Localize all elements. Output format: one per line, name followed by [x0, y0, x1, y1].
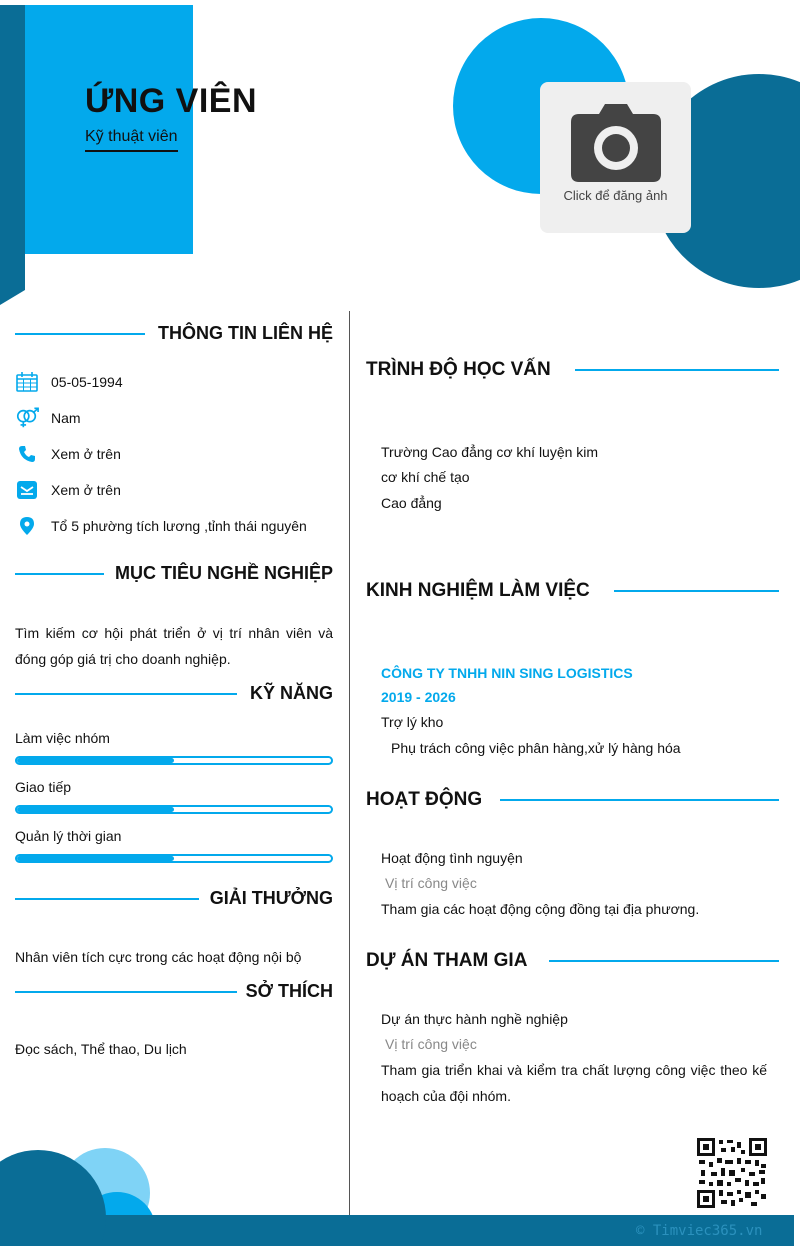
- column-divider: [349, 311, 350, 1216]
- contact-birthday[interactable]: [15, 371, 123, 393]
- skill-level-fill: [17, 758, 174, 763]
- project-description[interactable]: Tham gia triển khai và kiểm tra chất lượng công việc theo kế hoạch của đội nhóm.: [381, 1062, 767, 1104]
- email-icon: [15, 479, 39, 501]
- contact-email[interactable]: [15, 479, 121, 501]
- section-rule: [614, 590, 779, 592]
- contact-gender[interactable]: [15, 407, 81, 429]
- awards-text[interactable]: Nhân viên tích cực trong các hoạt động nội bộ: [15, 949, 302, 965]
- experience-section-header: [366, 580, 779, 602]
- awards-section-header: [15, 888, 333, 909]
- candidate-name[interactable]: ỨNG VIÊN: [85, 82, 258, 120]
- awards-section-title: GIẢI THƯỞNG: [209, 888, 333, 908]
- skill-level-fill: [17, 807, 174, 812]
- education-major[interactable]: cơ khí chế tạo: [381, 469, 470, 485]
- skill-level-bar: [15, 854, 333, 863]
- contact-value: Nam: [51, 410, 81, 426]
- candidate-job-title[interactable]: Kỹ thuật viên: [85, 128, 178, 152]
- contact-phone[interactable]: [15, 443, 121, 465]
- experience-description[interactable]: Phụ trách công việc phân hàng,xử lý hàng hóa: [391, 740, 681, 756]
- projects-section-header: [366, 950, 779, 972]
- section-rule: [15, 573, 104, 575]
- header-dark-strip: [0, 5, 25, 305]
- footer-watermark: © Timviec365.vn: [636, 1223, 763, 1239]
- contact-value: Tổ 5 phường tích lương ,tỉnh thái nguyên: [51, 518, 307, 534]
- skill-name[interactable]: Giao tiếp: [15, 779, 72, 795]
- contact-address[interactable]: [15, 515, 307, 537]
- phone-icon: [15, 443, 39, 465]
- education-section-title: TRÌNH ĐỘ HỌC VẤN: [366, 359, 551, 380]
- gender-icon: [15, 407, 39, 429]
- education-school[interactable]: Trường Cao đẳng cơ khí luyện kim: [381, 444, 599, 460]
- activities-section-header: [366, 789, 779, 811]
- section-rule: [500, 799, 779, 801]
- objective-section-title: MỤC TIÊU NGHỀ NGHIỆP: [114, 563, 333, 583]
- location-icon: [15, 515, 39, 537]
- photo-upload-hint[interactable]: Click để đăng ảnh: [563, 188, 668, 203]
- experience-section-title: KINH NGHIỆM LÀM VIỆC: [366, 580, 590, 601]
- contact-section-header: [15, 323, 333, 344]
- experience-period[interactable]: 2019 - 2026: [381, 689, 456, 705]
- skill-level-bar: [15, 805, 333, 814]
- section-rule: [549, 960, 779, 962]
- contact-value: 05-05-1994: [51, 374, 123, 390]
- skill-level-bar: [15, 756, 333, 765]
- experience-position[interactable]: Trợ lý kho: [381, 714, 444, 730]
- contact-value: Xem ở trên: [51, 446, 121, 462]
- objective-section-header: [15, 563, 333, 584]
- hobbies-section-title: SỞ THÍCH: [245, 981, 333, 1001]
- project-role-input[interactable]: Vị trí công việc: [385, 1036, 477, 1052]
- skill-name[interactable]: Làm việc nhóm: [15, 730, 110, 746]
- camera-icon[interactable]: [571, 104, 661, 184]
- skill-level-fill: [17, 856, 174, 861]
- activity-name[interactable]: Hoạt động tình nguyện: [381, 850, 523, 866]
- calendar-icon: [15, 371, 39, 393]
- section-rule: [15, 991, 237, 993]
- contact-section-title: THÔNG TIN LIÊN HỆ: [158, 323, 333, 343]
- skills-section-header: [15, 683, 333, 704]
- section-rule: [15, 333, 145, 335]
- activity-description[interactable]: Tham gia các hoạt động cộng đồng tại địa phương.: [381, 901, 700, 917]
- section-rule: [575, 369, 779, 371]
- section-rule: [15, 693, 237, 695]
- education-section-header: [366, 359, 779, 381]
- section-rule: [15, 898, 199, 900]
- objective-text[interactable]: Tìm kiếm cơ hội phát triển ở vị trí nhân viên và đóng góp giá trị cho doanh nghiệp.: [15, 625, 333, 667]
- contact-value: Xem ở trên: [51, 482, 121, 498]
- projects-section-title: DỰ ÁN THAM GIA: [366, 950, 528, 971]
- hobbies-section-header: [15, 981, 333, 1002]
- skill-name[interactable]: Quản lý thời gian: [15, 828, 122, 844]
- activities-section-title: HOẠT ĐỘNG: [366, 789, 483, 810]
- education-degree[interactable]: Cao đẳng: [381, 495, 442, 511]
- experience-company[interactable]: CÔNG TY TNHH NIN SING LOGISTICS: [381, 665, 633, 681]
- hobbies-text[interactable]: Đọc sách, Thể thao, Du lịch: [15, 1041, 187, 1057]
- project-name[interactable]: Dự án thực hành nghề nghiệp: [381, 1011, 568, 1027]
- activity-role-input[interactable]: Vị trí công việc: [385, 875, 477, 891]
- qr-code-icon[interactable]: [697, 1138, 767, 1208]
- skills-section-title: KỸ NĂNG: [249, 683, 333, 703]
